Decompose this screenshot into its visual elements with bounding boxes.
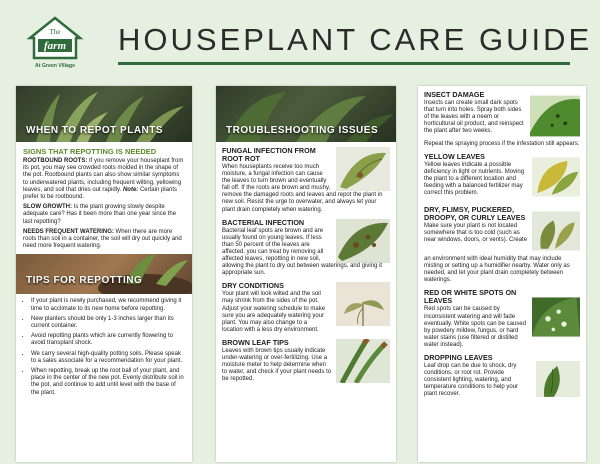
tip-item: • When repotting, break up the root ball of your plant, and place in the center of the new pot. Evenly distribute soil in the pot, and continue to add until level with the base of the plant.	[31, 368, 185, 397]
yellow-leaves-section	[424, 153, 580, 201]
insect-text-cont: Repeat the spraying process if the infestation still appears.	[424, 141, 580, 147]
svg-text:The: The	[49, 28, 61, 36]
tips-list	[23, 298, 185, 396]
bacterial-title: BACTERIAL INFECTION	[222, 217, 305, 227]
spots-section	[424, 289, 580, 349]
fungal-text-cont: remove the damaged roots and leaves and repot the plant in new soil. Resist the urge to overwater, and always let your plant drain completely when watering.	[222, 192, 383, 213]
curly-leaves-photo	[532, 206, 580, 256]
brown-tips-title: BROWN LEAF TIPS	[222, 337, 289, 347]
insect-text: Insects can create small dark spots that turn into holes. Spray both sides of the leaves with a neem or horticultural oil product, and reinspect the plant after two weeks.	[424, 100, 524, 135]
dropping-leaves-photo	[536, 354, 580, 404]
tips-banner-title: TIPS FOR REPOTTING	[26, 275, 143, 287]
dry-leaves-title: DRY, FLIMSY, PUCKERED, DROOPY, OR CURLY LEAVES	[424, 205, 526, 223]
page-title: HOUSEPLANT CARE GUIDE	[118, 22, 593, 57]
bacterial-text-cont: allowing the plant to dry out between waterings, and giving it appropriate sun.	[222, 263, 383, 277]
slow-growth-text: SLOW GROWTH: Is the plant growing slowly despite adequate care? Has it been more than one year since the last repotting?	[23, 204, 177, 225]
fungal-leaf-photo	[336, 147, 390, 191]
troubleshooting-banner-title: TROUBLESHOOTING ISSUES	[226, 125, 379, 136]
tip-item: • Avoid repotting plants which are currently flowering to avoid transplant shock.	[31, 333, 185, 347]
bacterial-section	[222, 219, 390, 263]
dry-conditions-section	[222, 282, 390, 326]
rootbound-text: ROOTBOUND ROOTS: If you remove your houseplant from its pot, you may see crowded roots molded in the shape of the pot. Rootbound plants can also show similar symptoms to underwatered plants, including frequent wilting, yellowing leaves, and soil that dries out rapidly. Note: Certain plants prefer to be rootbound.	[23, 158, 184, 201]
frequent-watering-text: NEEDS FREQUENT WATERING: When there are more roots than soil in a container, the soil will dry out quickly and need more frequent watering.	[23, 228, 182, 250]
fungal-section	[222, 147, 390, 192]
svg-text:farm: farm	[44, 40, 66, 52]
spots-text: Red spots can be caused by inconsistent watering and will fade eventually. White spots can be caused by powdery mildew, fungus, or hard water stains (use filtered or distilled water instead).	[424, 306, 526, 348]
dropping-leaves-section	[424, 354, 580, 404]
spotted-leaves-photo	[532, 289, 580, 345]
insect-title: INSECT DAMAGE	[424, 90, 485, 99]
tips-banner	[16, 254, 192, 294]
dry-conditions-title: DRY CONDITIONS	[222, 281, 284, 291]
yellow-leaves-photo	[532, 153, 580, 201]
dry-leaves-section	[424, 206, 580, 256]
bacterial-text: Bacterial leaf spots are brown and are usually found on young leaves. If less than 50 percent of the leaves are affected, you can treat by removing all affected leaves, repotting in new soil,	[222, 227, 324, 263]
yellow-leaves-title: YELLOW LEAVES	[424, 152, 485, 162]
troubleshooting-banner	[216, 86, 396, 142]
brown-tips-text: Leaves with brown tips usually indicate under-watering or over-fertilizing. Use a moisture meter to help determine when to water, and check if your plant needs to be repotted.	[222, 347, 332, 383]
dry-conditions-text: Your plant will look wilted and the soil may shrink from the sides of the pot. Adjust your watering schedule to make sure you are adequately watering your plant. You may also change to a	[222, 291, 326, 326]
bacterial-leaf-photo	[336, 219, 390, 263]
troubleshooting-panel	[216, 86, 396, 462]
tip-item: • New planters should be only 1-3 inches larger than its current container.	[31, 316, 185, 330]
wilted-plant-photo	[336, 282, 390, 326]
brown-tips-photo	[336, 339, 390, 383]
dry-leaves-text: Make sure your plant is not located somewhere that is too cold (such as near windows, doors, or vents). Create	[424, 223, 528, 244]
issues-panel	[418, 86, 586, 462]
dropping-leaves-text: Leaf drop can be due to shock, dry conditions, or root rot. Provide consistent lighting, watering, and temperature conditions to help your plant recover.	[424, 363, 519, 398]
insect-section	[424, 91, 580, 141]
tip-item: • We carry several high-quality potting soils. Please speak to a sales associate for a recommendation for your plant.	[31, 351, 185, 365]
dropping-leaves-title: DROPPING LEAVES	[424, 353, 493, 363]
fungal-title: FUNGAL INFECTION FROM ROOT ROT	[222, 146, 316, 163]
svg-text:At Green Village: At Green Village	[35, 63, 75, 69]
header	[0, 0, 600, 82]
repot-banner	[16, 86, 192, 142]
repot-panel	[16, 86, 192, 462]
fungal-text: When houseplants receive too much moisture, a fungal infection can cause the leaves to turn brown and eventually fall off. If the roots are brown and mushy,	[222, 164, 331, 192]
dry-conditions-text-cont: location with a less dry environment.	[222, 326, 319, 333]
tip-item: • If your plant is newly purchased, we recommend giving it time to acclimate to its new home before repotting.	[31, 298, 185, 312]
spots-title: RED OR WHITE SPOTS ON LEAVES	[424, 288, 517, 306]
farm-logo	[24, 12, 86, 72]
repot-banner-title: WHEN TO REPOT PLANTS	[26, 125, 164, 136]
title-rule	[118, 62, 570, 65]
yellow-leaves-text: Yellow leaves indicate a possible deficiency in light or nutrients. Moving the plant to a different location and feeding with a balanced fertilizer may correct this problem.	[424, 162, 525, 197]
insect-damage-photo	[530, 91, 580, 141]
dry-leaves-text-cont: an environment with ideal humidity that may include misting or setting up a humidifier nearby. Water only as needed, and let your plant drain completely between waterings.	[424, 256, 570, 284]
signs-heading: SIGNS THAT REPOTTING IS NEEDED	[23, 147, 157, 156]
brown-tips-section	[222, 339, 390, 383]
